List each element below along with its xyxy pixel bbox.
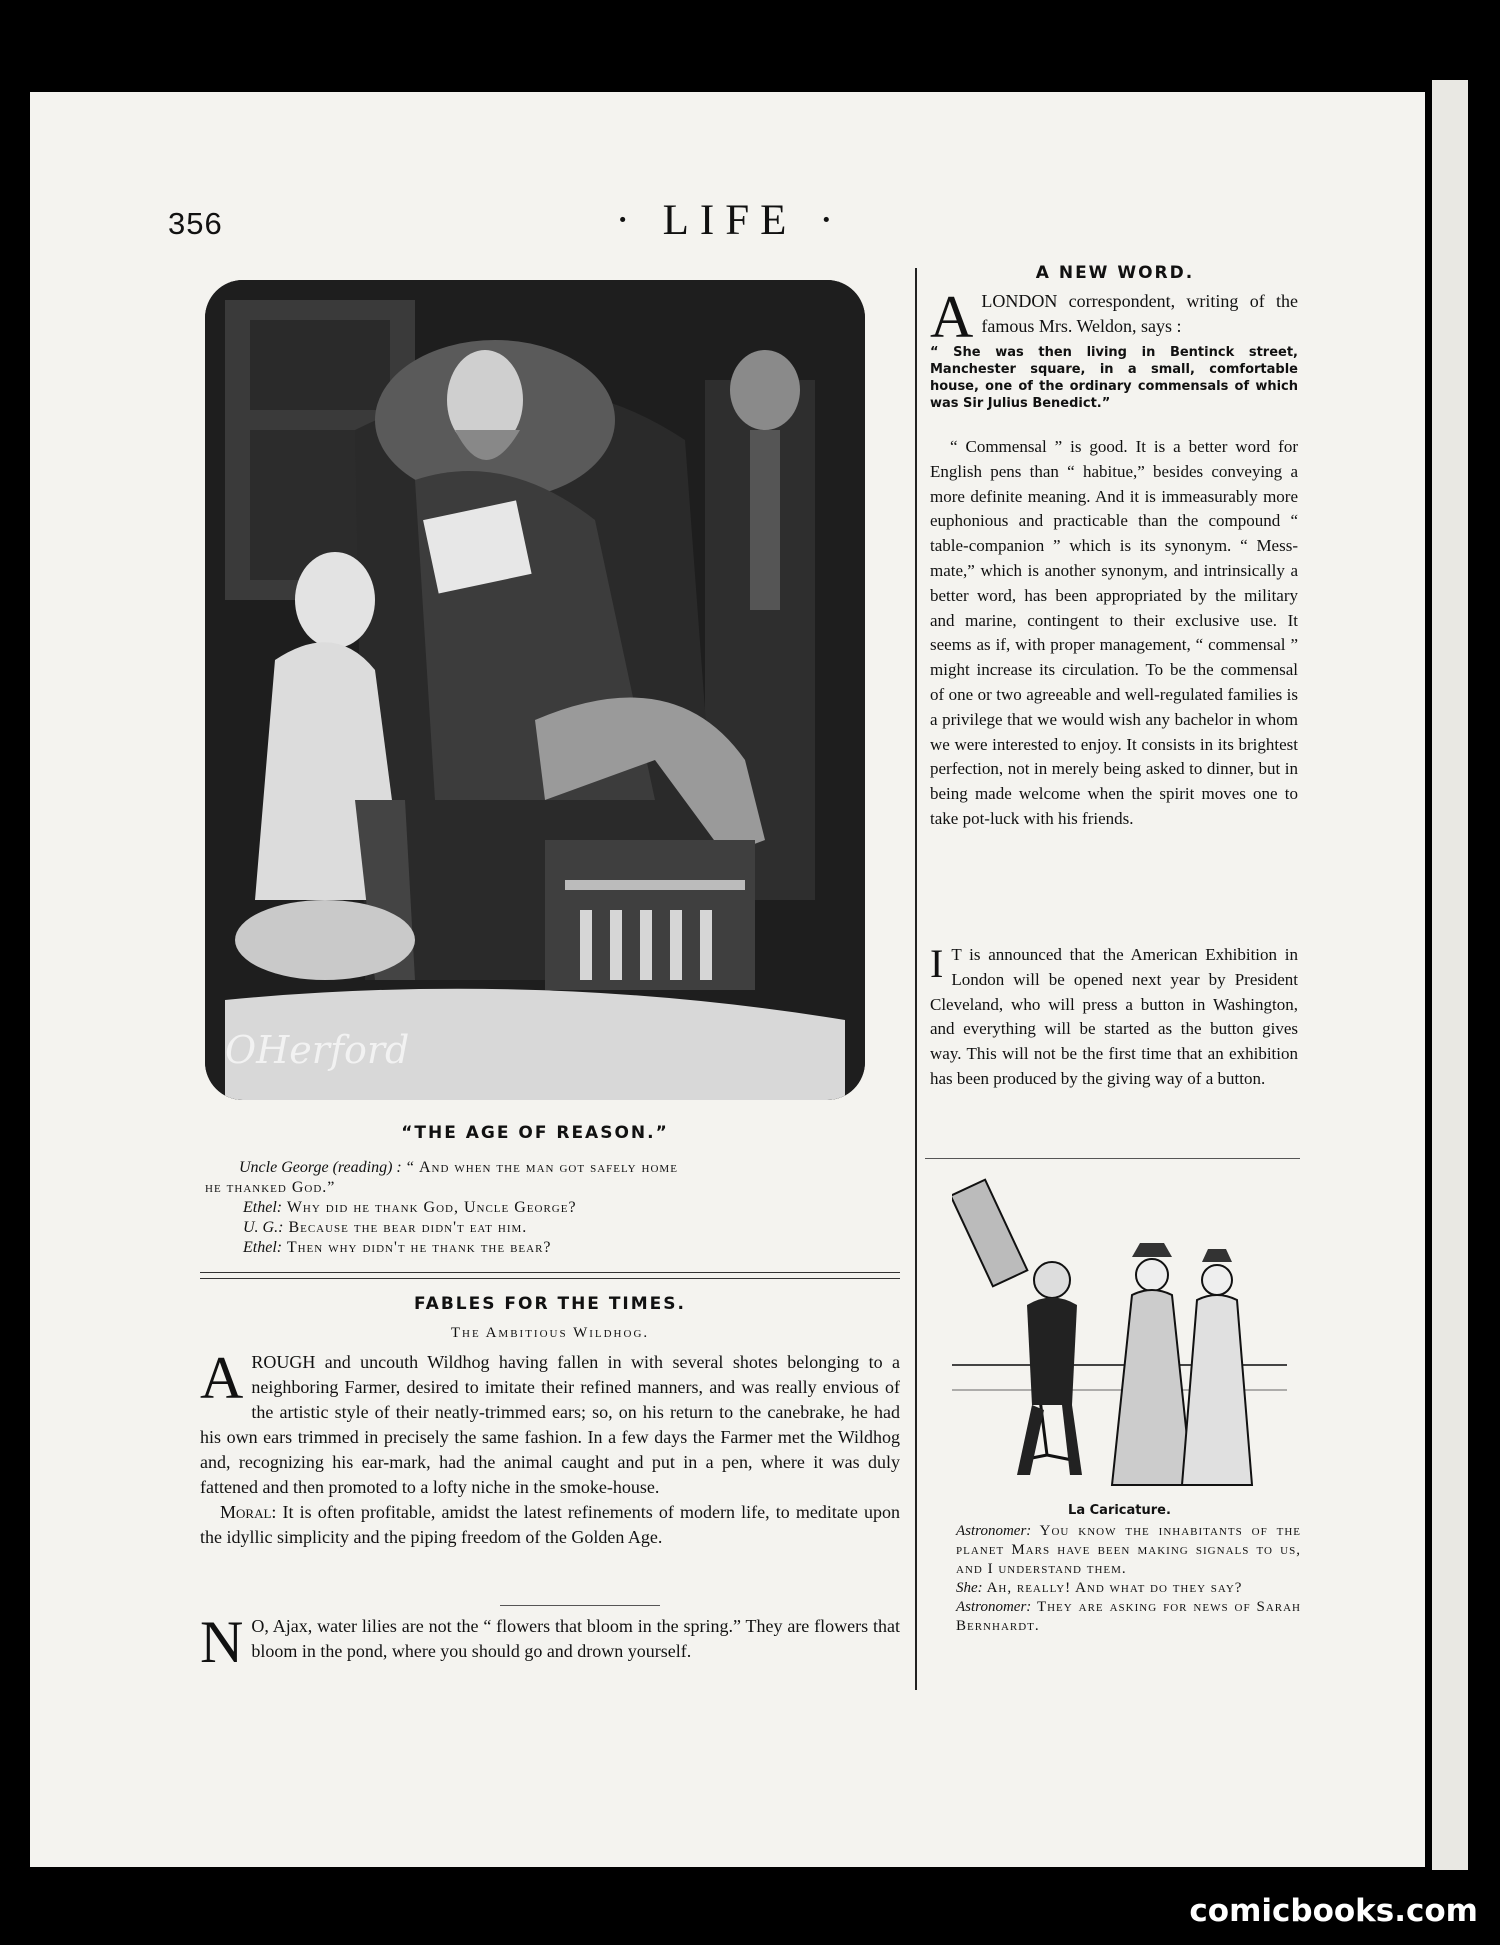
dialogue-line: he thanked God.” (205, 1179, 336, 1196)
new-word-quote: “ She was then living in Bentinck street, Manchester square, in a small, comfortable house, one of the ordinary commensals of which was Sir Julius Benedict.” (930, 345, 1298, 411)
page-border (1468, 80, 1500, 1870)
dialogue-line: U. G.: Because the bear didn't eat him. (243, 1219, 528, 1236)
age-of-reason-title: “THE AGE OF REASON.” (401, 1123, 669, 1143)
exhibition-paragraph (930, 943, 1298, 1092)
dialogue-line: Astronomer: They are asking for news of Sarah Bernhardt. (956, 1599, 1301, 1634)
section-rule (925, 1158, 1300, 1159)
dropcap: A (200, 1345, 244, 1411)
new-word-intro-text: LONDON correspondent, writing of the famous Mrs. Weldon, says : (981, 291, 1298, 336)
fables-paragraph: ROUGH and uncouth Wildhog having fallen in with several shotes belonging to a neighboring Farmer, desired to imitate their refined manners, and was really envious of the artistic style of their neatly-trimmed ears; so, on his return to the canebrake, he had his own ears trimmed in precisely the same fashion. In a few days the Farmer met the Wildhog and, recognizing his ear-mark, had the animal caught and put in a pen, where it was duly fattened and then promoted to a lofty niche in the smoke-house. (200, 1352, 900, 1497)
cartoon-caption: La Caricature. (1068, 1503, 1171, 1518)
artist-signature: OHerford (225, 1028, 410, 1072)
dialogue-line: She: Ah, really! And what do they say? (956, 1580, 1243, 1596)
cartoon-dialogue (936, 1522, 1301, 1636)
age-of-reason-illustration (205, 280, 865, 1100)
fables-subtitle: The Ambitious Wildhog. (450, 1325, 650, 1341)
dialogue-line: Uncle George (reading) : “ And when the man got safely home (239, 1159, 678, 1176)
masthead: · LIFE · (615, 197, 845, 244)
ajax-paragraph (200, 1609, 900, 1675)
page-number: 356 (168, 206, 223, 241)
dialogue-line: Ethel: Why did he thank God, Uncle George? (243, 1199, 577, 1216)
new-word-body (930, 435, 1298, 832)
astronomer-cartoon (952, 1165, 1287, 1495)
fables-title: FABLES FOR THE TIMES. (414, 1294, 686, 1314)
new-word-intro (930, 284, 1298, 350)
new-word-title: A NEW WORD. (1035, 263, 1195, 283)
moral-label: Moral: (220, 1502, 277, 1522)
illustration-drawing (205, 280, 865, 1100)
site-watermark: comicbooks.com (1189, 1893, 1478, 1929)
column-divider (915, 268, 917, 1690)
dropcap: I (930, 941, 944, 986)
cartoon-drawing (952, 1165, 1287, 1495)
dialogue-line: Ethel: Then why didn't he thank the bear? (243, 1239, 552, 1256)
new-word-body-text: “ Commensal ” is good. It is a better word for English pens than “ habitue,” besides conveying a more definite meaning. And it is immeasurably more euphonious and practicable than the compound “ table-companion ” which is its synonym. “ Mess-mate,” which is another synonym, and intrinsically a better word, has been appropriated by the military and marine, contingent to their exclusive use. It seems as if, with proper management, “ commensal ” might increase its circulation. To be the commensal of one or two agreeable and well-regulated families is a privilege that we would wish any bachelor in whom we were interested to enjoy. It consists in its brightest perfection, not in merely being asked to dinner, but in being made welcome when the spirit moves one to take pot-luck with his friends. (930, 437, 1298, 828)
next-page-edge (1432, 80, 1468, 1870)
short-rule (500, 1605, 660, 1606)
section-rule (200, 1272, 900, 1279)
dropcap: A (930, 284, 974, 350)
age-of-reason-dialogue (205, 1158, 905, 1258)
fables-body (200, 1345, 900, 1550)
exhibition-text: T is announced that the American Exhibition in London will be opened next year by President Cleveland, who will press a button in Washington, and everything will be started as the button gives way. This will not be the first time that an exhibition has been produced by the giving way of a button. (930, 945, 1298, 1088)
dropcap: N (200, 1609, 244, 1675)
dialogue-line: Astronomer: You know the inhabitants of the planet Mars have been making signals to us, and I understand them. (956, 1523, 1301, 1577)
ajax-text: O, Ajax, water lilies are not the “ flowers that bloom in the spring.” They are flowers that bloom in the pond, where you should go and drown yourself. (251, 1616, 900, 1661)
moral-text: It is often profitable, amidst the latest refinements of modern life, to meditate upon the idyllic simplicity and the piping freedom of the Golden Age. (200, 1502, 900, 1547)
